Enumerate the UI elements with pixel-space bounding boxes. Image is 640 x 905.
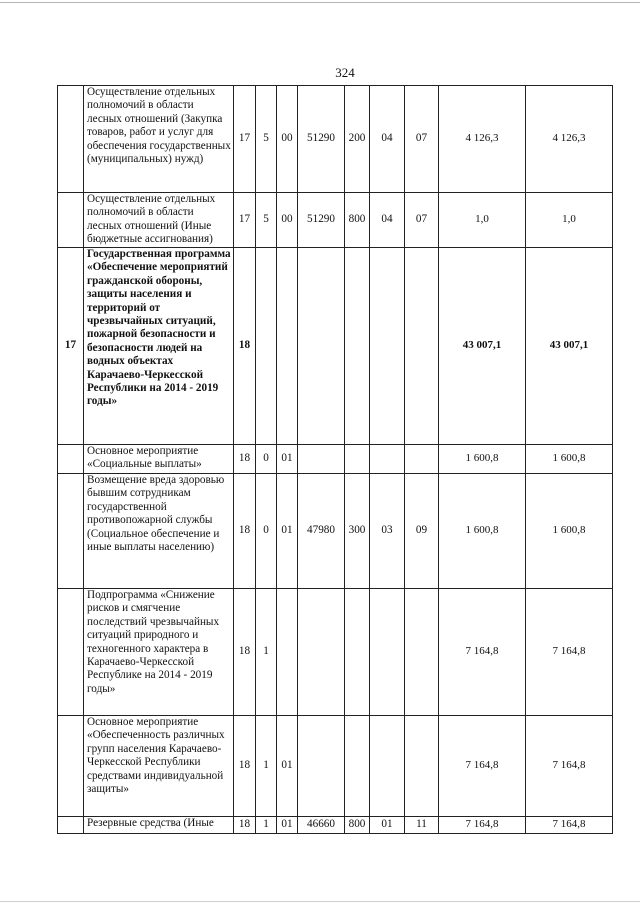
- table-row: [58, 474, 613, 589]
- code-cell-1: 17: [234, 86, 256, 193]
- code-cell-7: 07: [405, 193, 439, 248]
- amount-cell-2: 1 600,8: [526, 445, 613, 474]
- table-row: [58, 193, 613, 248]
- code-cell-3: [277, 589, 298, 716]
- table-row: [58, 248, 613, 445]
- row-number-cell: 17: [58, 248, 84, 445]
- code-cell-4: [298, 248, 345, 445]
- code-cell-1: 18: [234, 248, 256, 445]
- amount-cell-2: 1 600,8: [526, 474, 613, 589]
- amount-cell-2: 4 126,3: [526, 86, 613, 193]
- code-cell-4: 46660: [298, 817, 345, 834]
- amount-cell-1: 4 126,3: [439, 86, 526, 193]
- code-cell-7: [405, 445, 439, 474]
- code-cell-6: [370, 716, 405, 817]
- code-cell-3: 01: [277, 474, 298, 589]
- code-cell-4: [298, 445, 345, 474]
- table-row: [58, 445, 613, 474]
- code-cell-1: 18: [234, 474, 256, 589]
- row-name-cell: Возмещение вреда здоровью бывшим сотрудникам государственной противопожарной службы (Социальное обеспечение и иные выплаты населению): [84, 474, 234, 589]
- code-cell-5: [345, 589, 370, 716]
- amount-cell-1: 7 164,8: [439, 589, 526, 716]
- row-name-cell: Государственная программа «Обеспечение мероприятий гражданской обороны, защиты населения и территорий от чрезвычайных ситуаций, пожарной безопасности и безопасности людей на водных объектах Карачаево-Черкесской Республики на 2014 - 2019 годы»: [84, 248, 234, 445]
- code-cell-7: [405, 716, 439, 817]
- row-number-cell: [58, 445, 84, 474]
- table-row: [58, 589, 613, 716]
- table-row: [58, 86, 613, 193]
- amount-cell-2: 7 164,8: [526, 817, 613, 834]
- code-cell-7: [405, 248, 439, 445]
- scan-edge-bottom: [0, 901, 640, 902]
- amount-cell-1: 7 164,8: [439, 817, 526, 834]
- code-cell-6: 01: [370, 817, 405, 834]
- row-number-cell: [58, 193, 84, 248]
- code-cell-6: [370, 248, 405, 445]
- amount-cell-1: 1 600,8: [439, 474, 526, 589]
- code-cell-3: [277, 248, 298, 445]
- table-row: [58, 716, 613, 817]
- row-name-cell: Осуществление отдельных полномочий в области лесных отношений (Закупка товаров, работ и услуг для обеспечения государственных (муниципальных) нужд): [84, 86, 234, 193]
- row-name-cell: Основное мероприятие «Обеспеченность различных групп населения Карачаево-Черкесской Республики средствами индивидуальной защиты»: [84, 716, 234, 817]
- code-cell-1: 18: [234, 716, 256, 817]
- code-cell-7: 11: [405, 817, 439, 834]
- code-cell-6: 04: [370, 86, 405, 193]
- row-name-cell: Осуществление отдельных полномочий в области лесных отношений (Иные бюджетные ассигнования): [84, 193, 234, 248]
- code-cell-6: [370, 589, 405, 716]
- code-cell-2: 5: [256, 193, 277, 248]
- amount-cell-2: 7 164,8: [526, 716, 613, 817]
- code-cell-4: 47980: [298, 474, 345, 589]
- code-cell-1: 18: [234, 445, 256, 474]
- code-cell-5: [345, 445, 370, 474]
- code-cell-7: 09: [405, 474, 439, 589]
- code-cell-2: 1: [256, 589, 277, 716]
- code-cell-7: 07: [405, 86, 439, 193]
- row-number-cell: [58, 589, 84, 716]
- row-name-cell: Резервные средства (Иные: [84, 817, 234, 834]
- code-cell-5: [345, 248, 370, 445]
- code-cell-2: 1: [256, 817, 277, 834]
- row-number-cell: [58, 474, 84, 589]
- code-cell-5: 800: [345, 193, 370, 248]
- page-number: 324: [335, 65, 355, 80]
- code-cell-2: 0: [256, 474, 277, 589]
- code-cell-4: [298, 589, 345, 716]
- code-cell-2: 1: [256, 716, 277, 817]
- code-cell-5: 300: [345, 474, 370, 589]
- code-cell-7: [405, 589, 439, 716]
- amount-cell-2: 1,0: [526, 193, 613, 248]
- code-cell-1: 18: [234, 589, 256, 716]
- code-cell-3: 01: [277, 817, 298, 834]
- row-number-cell: [58, 716, 84, 817]
- budget-table-body: [58, 86, 613, 834]
- amount-cell-1: 43 007,1: [439, 248, 526, 445]
- code-cell-2: [256, 248, 277, 445]
- code-cell-3: 01: [277, 445, 298, 474]
- code-cell-6: [370, 445, 405, 474]
- code-cell-1: 18: [234, 817, 256, 834]
- code-cell-3: 00: [277, 86, 298, 193]
- row-number-cell: [58, 817, 84, 834]
- code-cell-6: 03: [370, 474, 405, 589]
- code-cell-4: [298, 716, 345, 817]
- amount-cell-1: 1 600,8: [439, 445, 526, 474]
- budget-table: [57, 85, 613, 834]
- code-cell-4: 51290: [298, 86, 345, 193]
- code-cell-3: 01: [277, 716, 298, 817]
- amount-cell-2: 7 164,8: [526, 589, 613, 716]
- amount-cell-1: 7 164,8: [439, 716, 526, 817]
- row-number-cell: [58, 86, 84, 193]
- code-cell-6: 04: [370, 193, 405, 248]
- code-cell-1: 17: [234, 193, 256, 248]
- row-name-cell: Основное мероприятие «Социальные выплаты»: [84, 445, 234, 474]
- code-cell-5: 200: [345, 86, 370, 193]
- scan-edge-top: [0, 2, 640, 3]
- code-cell-2: 0: [256, 445, 277, 474]
- amount-cell-2: 43 007,1: [526, 248, 613, 445]
- code-cell-5: 800: [345, 817, 370, 834]
- code-cell-5: [345, 716, 370, 817]
- row-name-cell: Подпрограмма «Снижение рисков и смягчение последствий чрезвычайных ситуаций природного и техногенного характера в Карачаево-Черкесской Республике на 2014 - 2019 годы»: [84, 589, 234, 716]
- table-row: [58, 817, 613, 834]
- code-cell-4: 51290: [298, 193, 345, 248]
- code-cell-2: 5: [256, 86, 277, 193]
- amount-cell-1: 1,0: [439, 193, 526, 248]
- code-cell-3: 00: [277, 193, 298, 248]
